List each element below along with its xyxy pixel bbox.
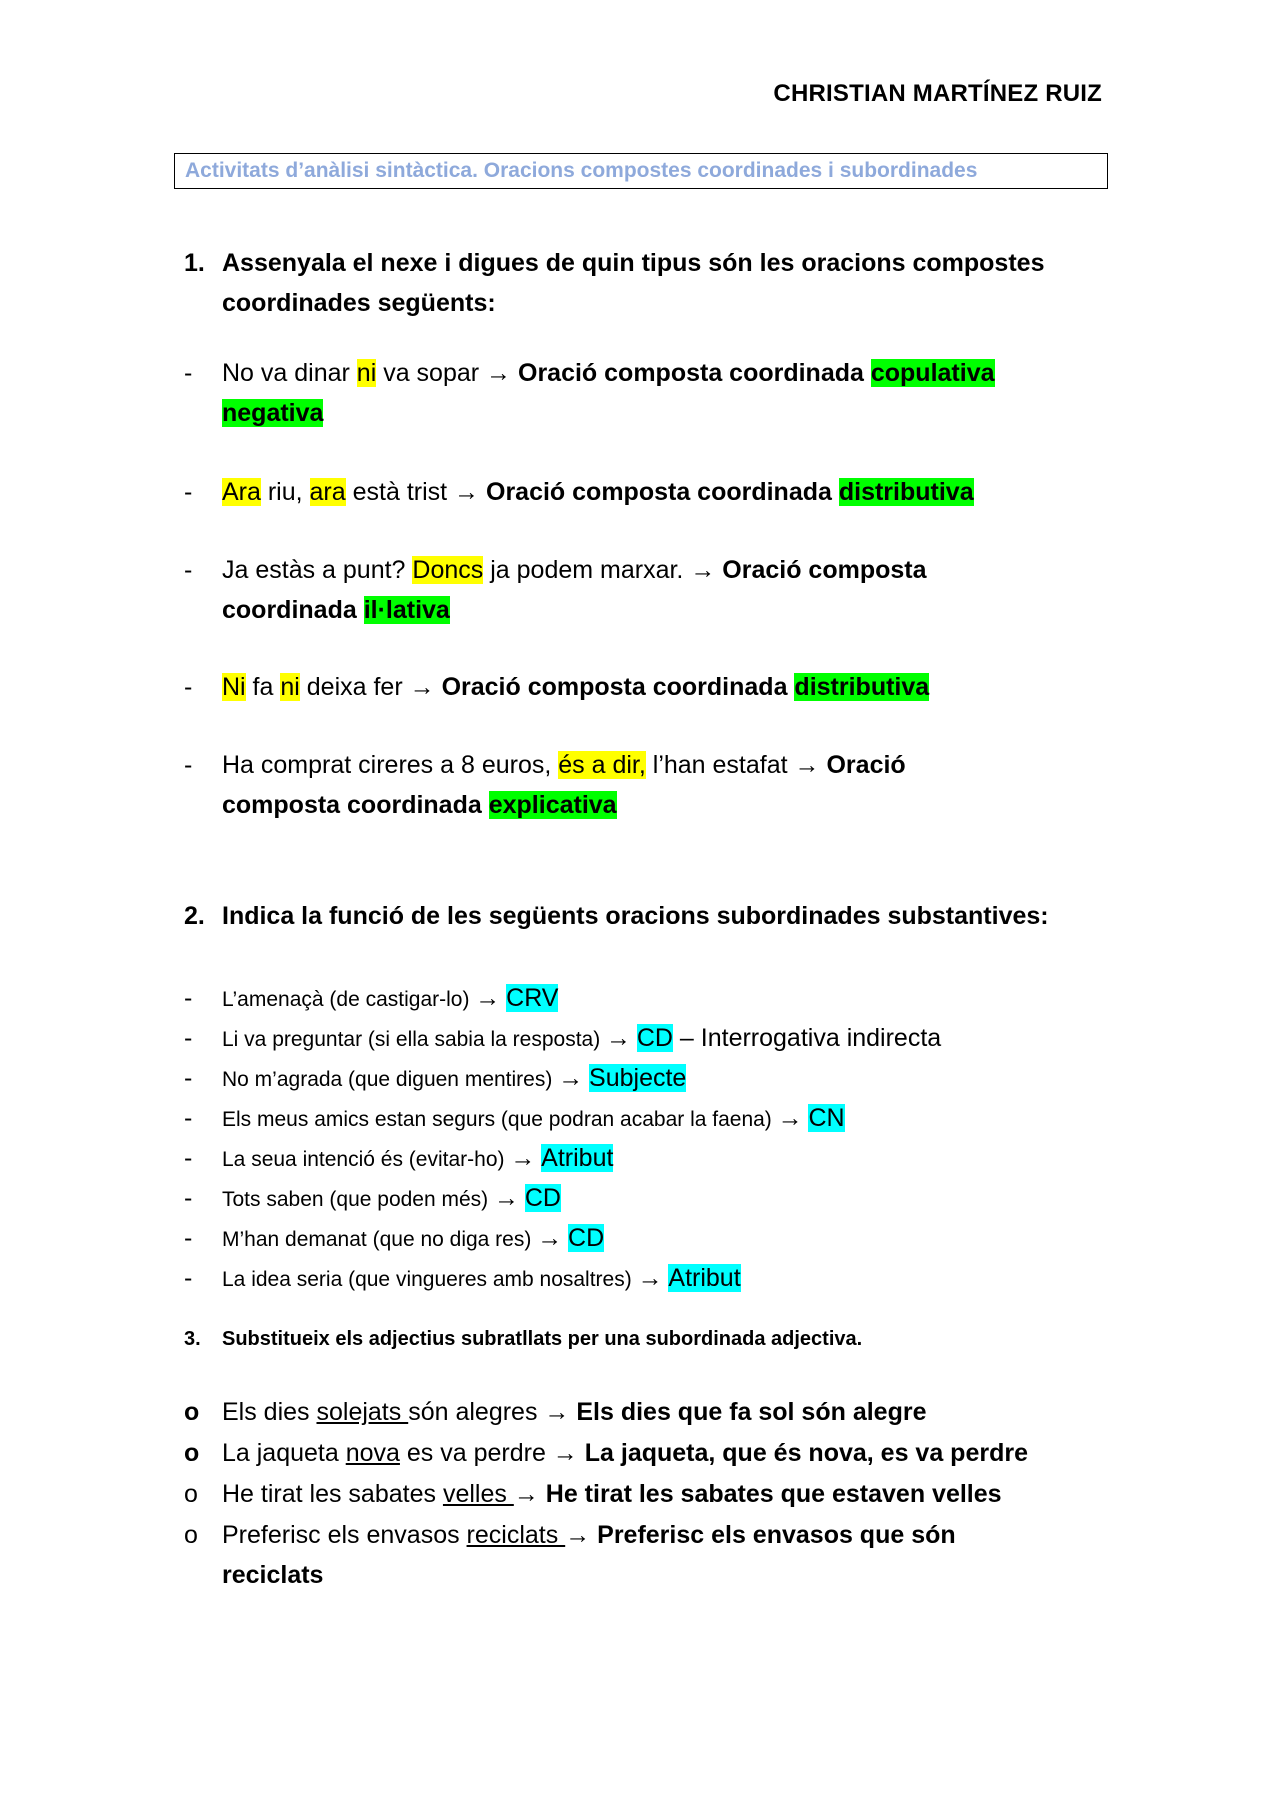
- title-box: [174, 153, 1108, 189]
- nexe-highlight: és a dir,: [558, 751, 646, 779]
- question-number: 1.: [184, 249, 205, 277]
- question-text: Substitueix els adjectius subratllats per una subordinada adjectiva.: [222, 1328, 863, 1350]
- arrow-icon: →: [544, 1398, 570, 1426]
- function-answer: CN: [808, 1104, 845, 1132]
- answer: Els dies que fa sol són alegre: [576, 1398, 927, 1426]
- dash-bullet: -: [184, 751, 193, 779]
- function-answer: Atribut: [668, 1264, 741, 1292]
- question-text: Assenyala el nexe i digues de quin tipus són les oracions compostes: [222, 249, 1045, 277]
- document-page: CHRISTIAN MARTÍNEZ RUIZ Activitats d’anàlisi sintàctica. Oracions compostes coordinades i subordinades 1. Assenyala el nexe i digues de quin tipus són les oracions compostes coordinades següents: - No va dinar ni va sopar → Oració composta coordinada copulativa negativa - Ara riu, ara està trist → Oració composta coordinada distributiva - Ja estàs a punt? Doncs ja podem marxar. → Oració composta coordinada il·lativa - Ni fa ni deixa fer → Oració composta coordinada distributiva - Ha comprat cireres a 8 euros, és a dir, l’han estafat → Oració composta coordinada explicativa 2. Indica la funció de les següents oracions subordinades substantives: - L’amenaçà (de castigar-lo) → CRV - Li va preguntar (si ella sabia la resposta) → CD – Interrogativa indirecta - No m’agrada (que diguen mentires) → Subjecte - Els meus amics estan segurs (que podran acabar la faena) → CN - La seua intenció és (evitar-ho) → Atribut - Tots saben (que poden més) → CD - M’han demanat (que no diga res) → CD - La idea seria (que vingueres amb nosaltres) → Atribut 3. Substitueix els adjectius subratllats per una subordinada adjectiva. o Els dies solejats són alegres → Els dies que fa sol són alegre o La jaqueta nova es va perdre → La jaqueta, que és nova, es va perdre o He tirat les sabates velles → He tirat les sabates que estaven velles o Preferisc els envasos reciclats → Preferisc els envasos que són reciclats: [0, 0, 1280, 1811]
- dash-bullet: -: [184, 478, 193, 506]
- dash-bullet: -: [184, 359, 193, 387]
- answer: Oració composta coordinada: [518, 359, 871, 387]
- type-highlight: negativa: [222, 399, 324, 427]
- type-highlight: copulativa: [870, 359, 995, 387]
- dash-bullet: -: [184, 1104, 193, 1132]
- arrow-icon: →: [409, 673, 435, 701]
- arrow-icon: →: [475, 984, 501, 1012]
- function-answer: CD: [524, 1184, 561, 1212]
- type-highlight: explicativa: [488, 791, 617, 819]
- answer: Preferisc els envasos que són: [597, 1521, 956, 1549]
- answer: coordinada: [222, 596, 364, 624]
- answer: reciclats: [222, 1561, 324, 1589]
- underlined-adjective: reciclats: [466, 1521, 566, 1549]
- nexe-highlight: ara: [309, 478, 346, 506]
- arrow-icon: →: [510, 1144, 536, 1172]
- arrow-icon: →: [777, 1104, 803, 1132]
- function-answer: Atribut: [541, 1144, 614, 1172]
- nexe-highlight: ni: [280, 673, 300, 701]
- answer: Oració composta: [722, 556, 927, 584]
- arrow-icon: →: [565, 1521, 591, 1549]
- answer: He tirat les sabates que estaven velles: [545, 1480, 1002, 1508]
- dash-bullet: -: [184, 1064, 193, 1092]
- circle-bullet: o: [184, 1398, 200, 1426]
- arrow-icon: →: [690, 556, 716, 584]
- document-title: Activitats d’anàlisi sintàctica. Oracions compostes coordinades i subordinades: [185, 159, 978, 182]
- question-number: 3.: [184, 1328, 201, 1350]
- nexe-highlight: Doncs: [412, 556, 484, 584]
- underlined-adjective: solejats: [316, 1398, 409, 1426]
- underlined-adjective: nova: [345, 1439, 400, 1467]
- circle-bullet: o: [184, 1480, 198, 1508]
- dash-bullet: -: [184, 1144, 193, 1172]
- arrow-icon: →: [552, 1439, 578, 1467]
- answer: Oració composta coordinada: [441, 673, 795, 701]
- dash-bullet: -: [184, 673, 193, 701]
- dash-bullet: -: [184, 1024, 193, 1052]
- question-text: Indica la funció de les següents oracions subordinades substantives:: [222, 902, 1049, 930]
- function-answer: CRV: [506, 984, 559, 1012]
- dash-bullet: -: [184, 1224, 193, 1252]
- circle-bullet: o: [184, 1439, 200, 1467]
- dash-bullet: -: [184, 1264, 193, 1292]
- circle-bullet: o: [184, 1521, 198, 1549]
- arrow-icon: →: [537, 1224, 563, 1252]
- underlined-adjective: velles: [442, 1480, 514, 1508]
- arrow-icon: →: [637, 1264, 663, 1292]
- type-highlight: distributiva: [794, 673, 930, 701]
- answer: Oració: [826, 751, 906, 779]
- author-name: CHRISTIAN MARTÍNEZ RUIZ: [773, 80, 1102, 107]
- dash-bullet: -: [184, 556, 193, 584]
- nexe-highlight: Ni: [222, 673, 246, 701]
- dash-bullet: -: [184, 984, 193, 1012]
- answer: La jaqueta, que és nova, es va perdre: [584, 1439, 1028, 1467]
- arrow-icon: →: [494, 1184, 519, 1212]
- nexe-highlight: Ara: [222, 478, 261, 506]
- answer: Oració composta coordinada: [486, 478, 839, 506]
- function-answer: CD: [636, 1024, 673, 1052]
- arrow-icon: →: [558, 1064, 584, 1092]
- question-number: 2.: [184, 902, 205, 930]
- type-highlight: distributiva: [838, 478, 974, 506]
- nexe-highlight: ni: [356, 359, 377, 387]
- arrow-icon: →: [794, 751, 820, 779]
- dash-bullet: -: [184, 1184, 193, 1212]
- function-answer: CD: [568, 1224, 605, 1252]
- arrow-icon: →: [454, 478, 480, 506]
- arrow-icon: →: [513, 1480, 539, 1508]
- function-answer: Subjecte: [589, 1064, 687, 1092]
- arrow-icon: →: [606, 1024, 632, 1052]
- question-text: coordinades següents:: [222, 289, 496, 317]
- arrow-icon: →: [486, 359, 512, 387]
- type-highlight: il·lativa: [363, 596, 450, 624]
- answer: composta coordinada: [222, 791, 489, 819]
